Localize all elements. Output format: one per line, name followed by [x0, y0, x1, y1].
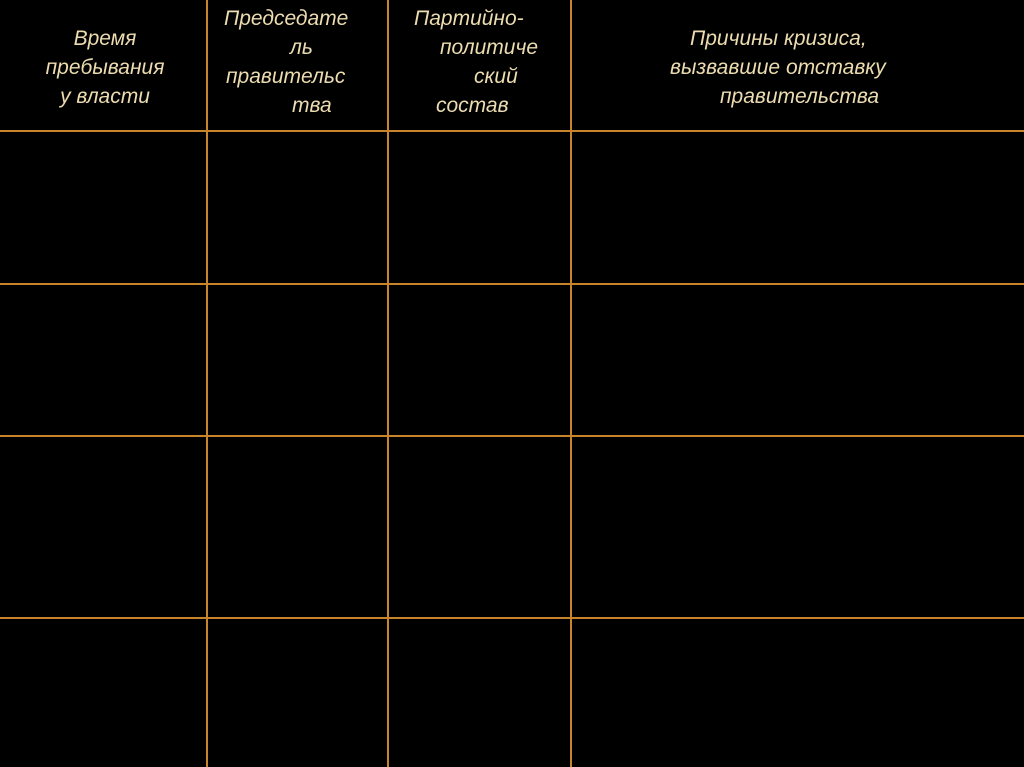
- header-line: состав: [436, 94, 509, 117]
- table-cell: [0, 437, 206, 617]
- header-line: ль: [290, 36, 313, 59]
- table-cell: [0, 285, 206, 435]
- table-cell: [0, 132, 206, 283]
- header-line: пребывания: [45, 56, 165, 79]
- header-line: тва: [292, 94, 332, 117]
- table-cell: [572, 132, 1024, 283]
- header-line: вызвавшие отставку: [670, 56, 886, 79]
- header-line: Время: [73, 27, 137, 50]
- table-cell: [208, 619, 387, 767]
- table-cell: [208, 437, 387, 617]
- header-line: правительства: [720, 85, 880, 108]
- table-cell: [572, 437, 1024, 617]
- table-cell: [208, 285, 387, 435]
- header-line: Причины кризиса,: [690, 27, 867, 50]
- header-line: Председате: [224, 7, 349, 30]
- header-line: ский: [474, 65, 518, 88]
- table-cell: [389, 619, 570, 767]
- table-cell: [572, 285, 1024, 435]
- header-line: Партийно-: [414, 7, 524, 30]
- header-cell-party-composition: [398, 4, 566, 120]
- table-cell: [0, 619, 206, 767]
- header-line: правительс: [226, 65, 346, 88]
- table-cell: [389, 132, 570, 283]
- header-line: политиче: [440, 36, 539, 59]
- header-cell-crisis-reasons: [580, 24, 1012, 111]
- table-cell: [389, 285, 570, 435]
- header-line: у власти: [60, 85, 150, 108]
- table-cell: [572, 619, 1024, 767]
- header-cell-time-in-power: [30, 24, 180, 111]
- header-cell-chairman: [216, 4, 382, 120]
- table-cell: [208, 132, 387, 283]
- table-cell: [389, 437, 570, 617]
